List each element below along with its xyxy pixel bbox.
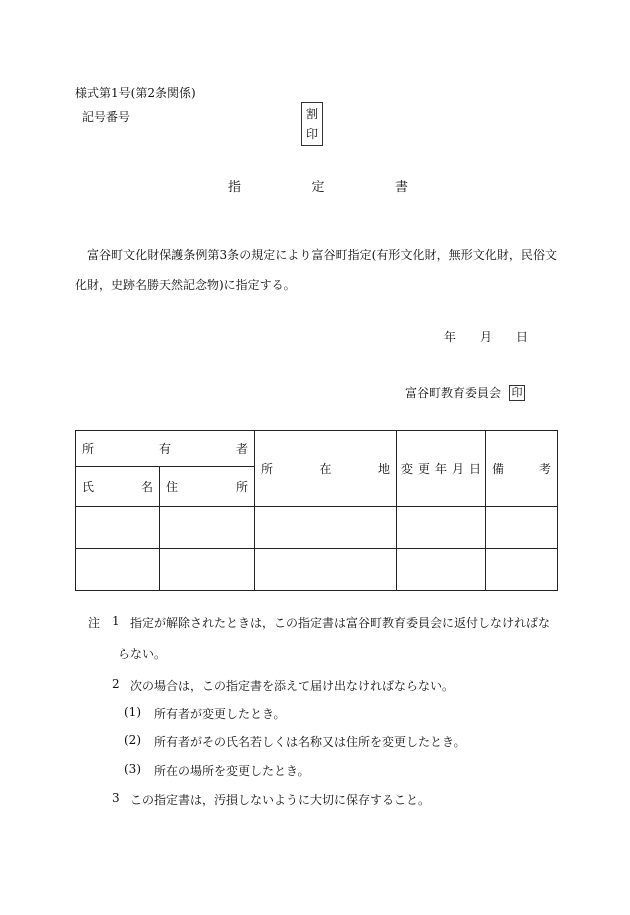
- record-number-label: 記号番号: [82, 110, 131, 124]
- date-line: [444, 328, 528, 345]
- note-text: この指定書は，汚損しないように大切に保存すること。: [130, 793, 431, 807]
- note-text: 次の場合は，この指定書を添えて届け出なければならない。: [130, 679, 455, 693]
- stamp-mark: 印: [509, 385, 525, 401]
- remarks-header: 備 考: [486, 431, 558, 507]
- note-number: 1: [112, 614, 120, 628]
- table-cell: [397, 507, 486, 549]
- table-cell: [76, 549, 160, 591]
- note-text: 指定が解除されたときは，この指定書は富谷町教育委員会に返付しなければな: [130, 616, 551, 630]
- table-cell: [486, 507, 558, 549]
- date-month: 月: [479, 330, 492, 344]
- title-char: 指: [228, 180, 242, 195]
- date-day: 日: [515, 330, 528, 344]
- seal-char: 割: [305, 107, 318, 121]
- issuer: [405, 384, 525, 401]
- note-text-continued: らない。: [118, 647, 167, 661]
- change-date-header: 変 更 年 月 日: [397, 431, 486, 507]
- title-char: 書: [394, 180, 408, 195]
- table-cell: [255, 507, 397, 549]
- table-cell: [160, 549, 255, 591]
- seal-char: 印: [305, 127, 318, 141]
- date-year: 年: [444, 330, 457, 344]
- table-cell: [255, 549, 397, 591]
- note-number: 2: [112, 677, 120, 691]
- table-cell: [486, 549, 558, 591]
- note-text: 所在の場所を変更したとき。: [154, 764, 310, 778]
- table-cell: [76, 507, 160, 549]
- table-row: [76, 507, 558, 549]
- note-subnumber: (2): [124, 733, 141, 747]
- note-number: 3: [112, 791, 120, 805]
- note-text: 所有者がその氏名若しくは名称又は住所を変更したとき。: [154, 735, 466, 749]
- note-text: 所有者が変更したとき。: [154, 707, 286, 721]
- owner-header: 所 有 者: [76, 431, 255, 467]
- note-subnumber: (3): [124, 762, 141, 776]
- name-header: 氏 名: [76, 467, 160, 507]
- register-table: [75, 430, 558, 591]
- issuer-name: 富谷町教育委員会: [405, 386, 502, 400]
- location-header: 所 在 地: [255, 431, 397, 507]
- seal-box: [301, 102, 323, 146]
- document-title: [228, 176, 408, 195]
- form-label: 様式第1号(第2条関係): [75, 86, 196, 100]
- table-cell: [397, 549, 486, 591]
- body-text: 富谷町文化財保護条例第3条の規定により富谷町指定(有形文化財，無形文化財，民俗文化財，史跡名勝天然記念物)に指定する。: [75, 248, 557, 292]
- table-cell: [160, 507, 255, 549]
- address-header: 住 所: [160, 467, 255, 507]
- notes-label: 注: [88, 616, 101, 630]
- note-subnumber: (1): [124, 705, 141, 719]
- title-char: 定: [311, 180, 325, 195]
- table-row: [76, 549, 558, 591]
